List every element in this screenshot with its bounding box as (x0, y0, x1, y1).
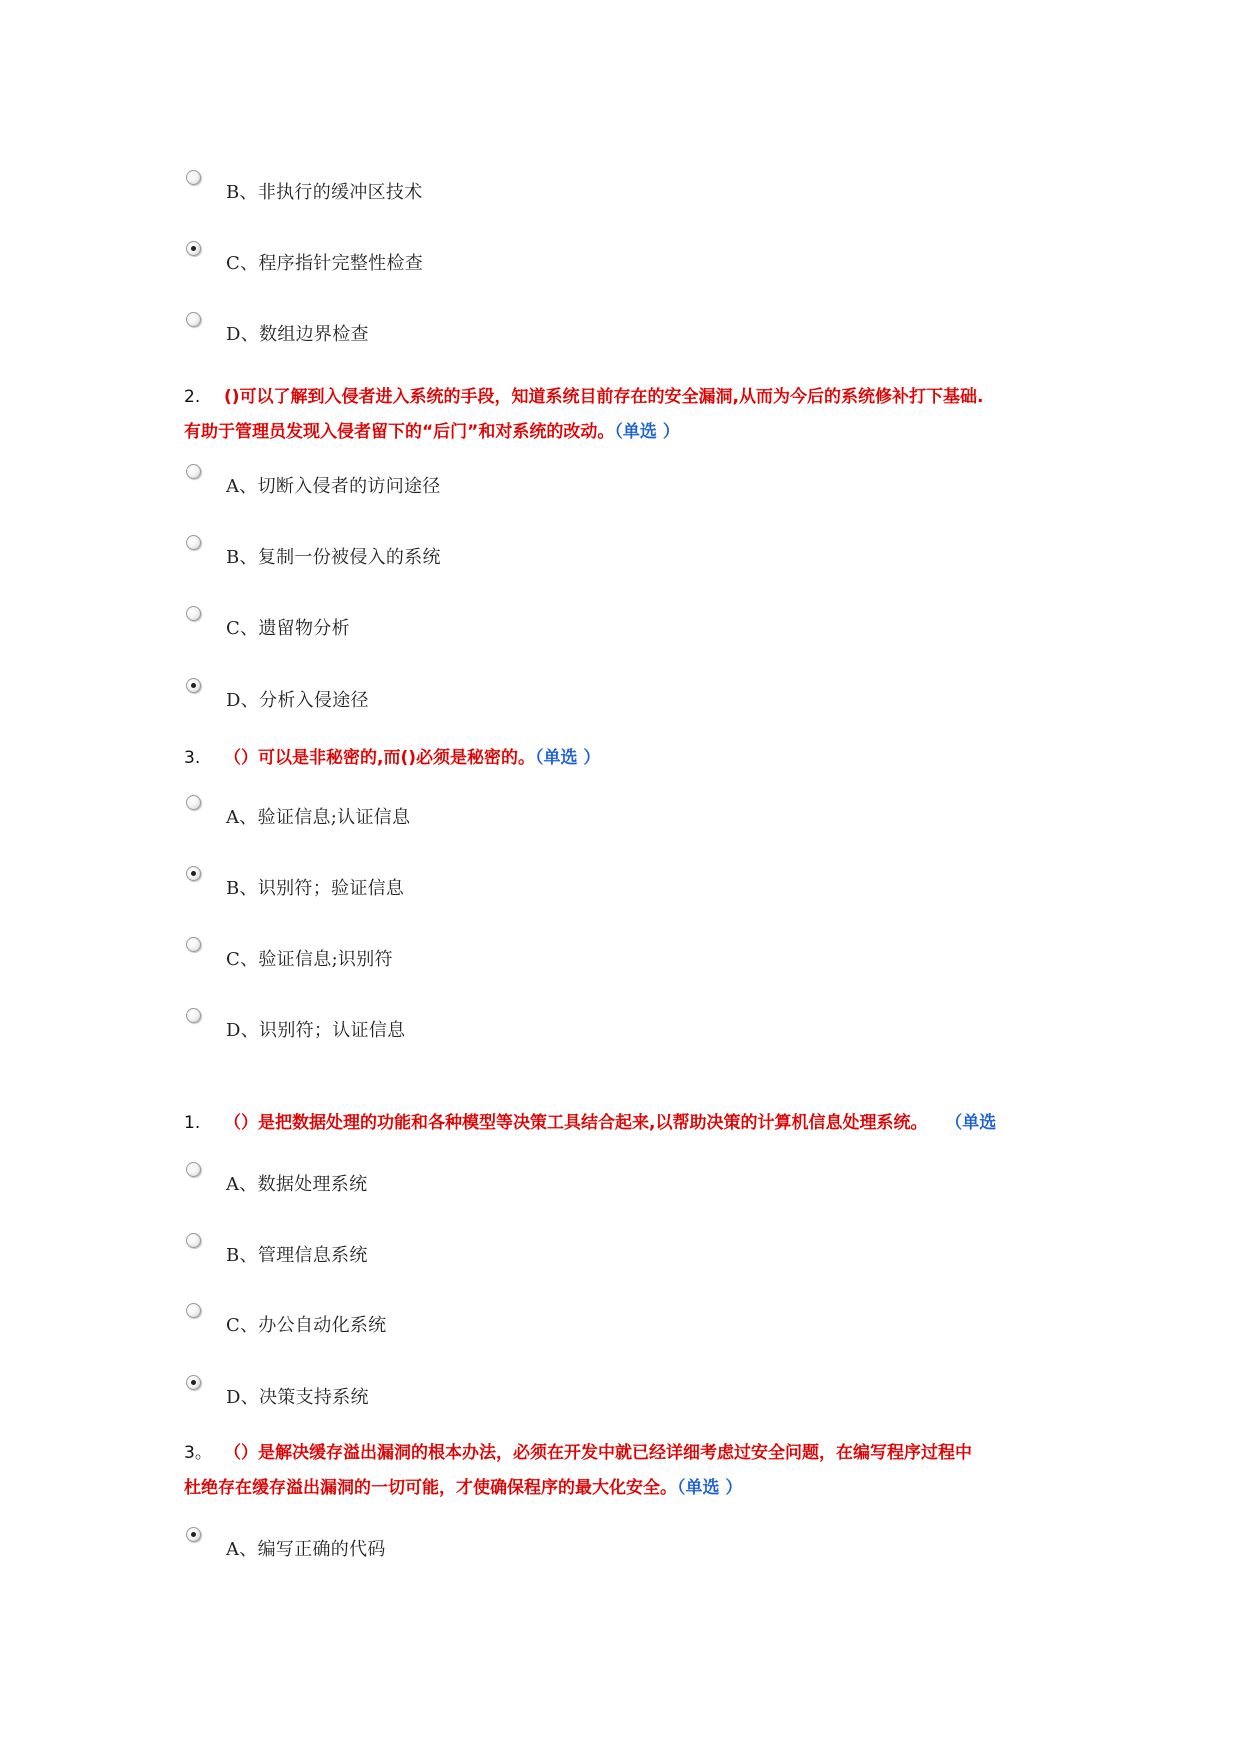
question-text-line2: 杜绝存在缓存溢出漏洞的一切可能，才使确保程序的最大化安全。 (184, 1478, 677, 1498)
radio-button[interactable] (186, 606, 201, 621)
radio-button[interactable] (186, 170, 201, 185)
option-label: C、程序指针完整性检查 (226, 253, 424, 274)
question-2 (184, 382, 983, 442)
question-text-line2: 有助于管理员发现入侵者留下的“后门”和对系统的改动。 (184, 422, 615, 442)
question-number: 2. (184, 387, 201, 407)
question-type-tag: （单选 ） (614, 422, 680, 442)
radio-button[interactable] (186, 1233, 201, 1248)
option-label: A、验证信息;认证信息 (226, 807, 411, 828)
option-label: A、编写正确的代码 (226, 1539, 386, 1560)
radio-button-selected[interactable] (186, 678, 201, 693)
question-1 (184, 1108, 996, 1133)
question-text-line1: ()可以了解到入侵者进入系统的手段，知道系统目前存在的安全漏洞,从而为今后的系统修补打下基础. (224, 387, 984, 407)
radio-button[interactable] (186, 535, 201, 550)
option-label: C、办公自动化系统 (226, 1315, 387, 1336)
question-text-line1: （）可以是非秘密的,而()必须是秘密的。 (224, 748, 535, 768)
radio-button-selected[interactable] (186, 866, 201, 881)
radio-button-selected[interactable] (186, 1375, 201, 1390)
option-label: B、复制一份被侵入的系统 (226, 547, 441, 568)
option-label: A、切断入侵者的访问途径 (226, 476, 441, 497)
question-number: 1. (184, 1113, 201, 1133)
radio-button[interactable] (186, 795, 201, 810)
radio-button[interactable] (186, 464, 201, 479)
option-label: C、验证信息;识别符 (226, 949, 393, 970)
question-type-tag: （单选 ） (535, 748, 601, 768)
question-text-line1: （）是把数据处理的功能和各种模型等决策工具结合起来,以帮助决策的计算机信息处理系统。 (224, 1113, 928, 1133)
option-label: D、识别符；认证信息 (226, 1020, 406, 1041)
option-label: D、分析入侵途径 (226, 690, 369, 711)
question-type-tag: （单选 (945, 1113, 997, 1133)
question-3-second (184, 1438, 972, 1498)
radio-button[interactable] (186, 1008, 201, 1023)
question-text-line1: （）是解决缓存溢出漏洞的根本办法，必须在开发中就已经详细考虑过安全问题，在编写程序过程中 (224, 1443, 972, 1463)
option-label: B、识别符；验证信息 (226, 878, 405, 899)
radio-button[interactable] (186, 937, 201, 952)
option-label: D、决策支持系统 (226, 1387, 369, 1408)
option-label: D、数组边界检查 (226, 324, 369, 345)
option-label: B、非执行的缓冲区技术 (226, 182, 423, 203)
option-label: A、数据处理系统 (226, 1174, 368, 1195)
option-label: C、遗留物分析 (226, 618, 350, 639)
question-type-tag: （单选 ） (677, 1478, 743, 1498)
radio-button-selected[interactable] (186, 1527, 201, 1542)
question-number: 3。 (184, 1443, 212, 1463)
option-label: B、管理信息系统 (226, 1245, 368, 1266)
radio-button[interactable] (186, 312, 201, 327)
radio-button[interactable] (186, 1162, 201, 1177)
question-3 (184, 743, 600, 768)
radio-button[interactable] (186, 1303, 201, 1318)
question-number: 3. (184, 748, 201, 768)
radio-button-selected[interactable] (186, 241, 201, 256)
